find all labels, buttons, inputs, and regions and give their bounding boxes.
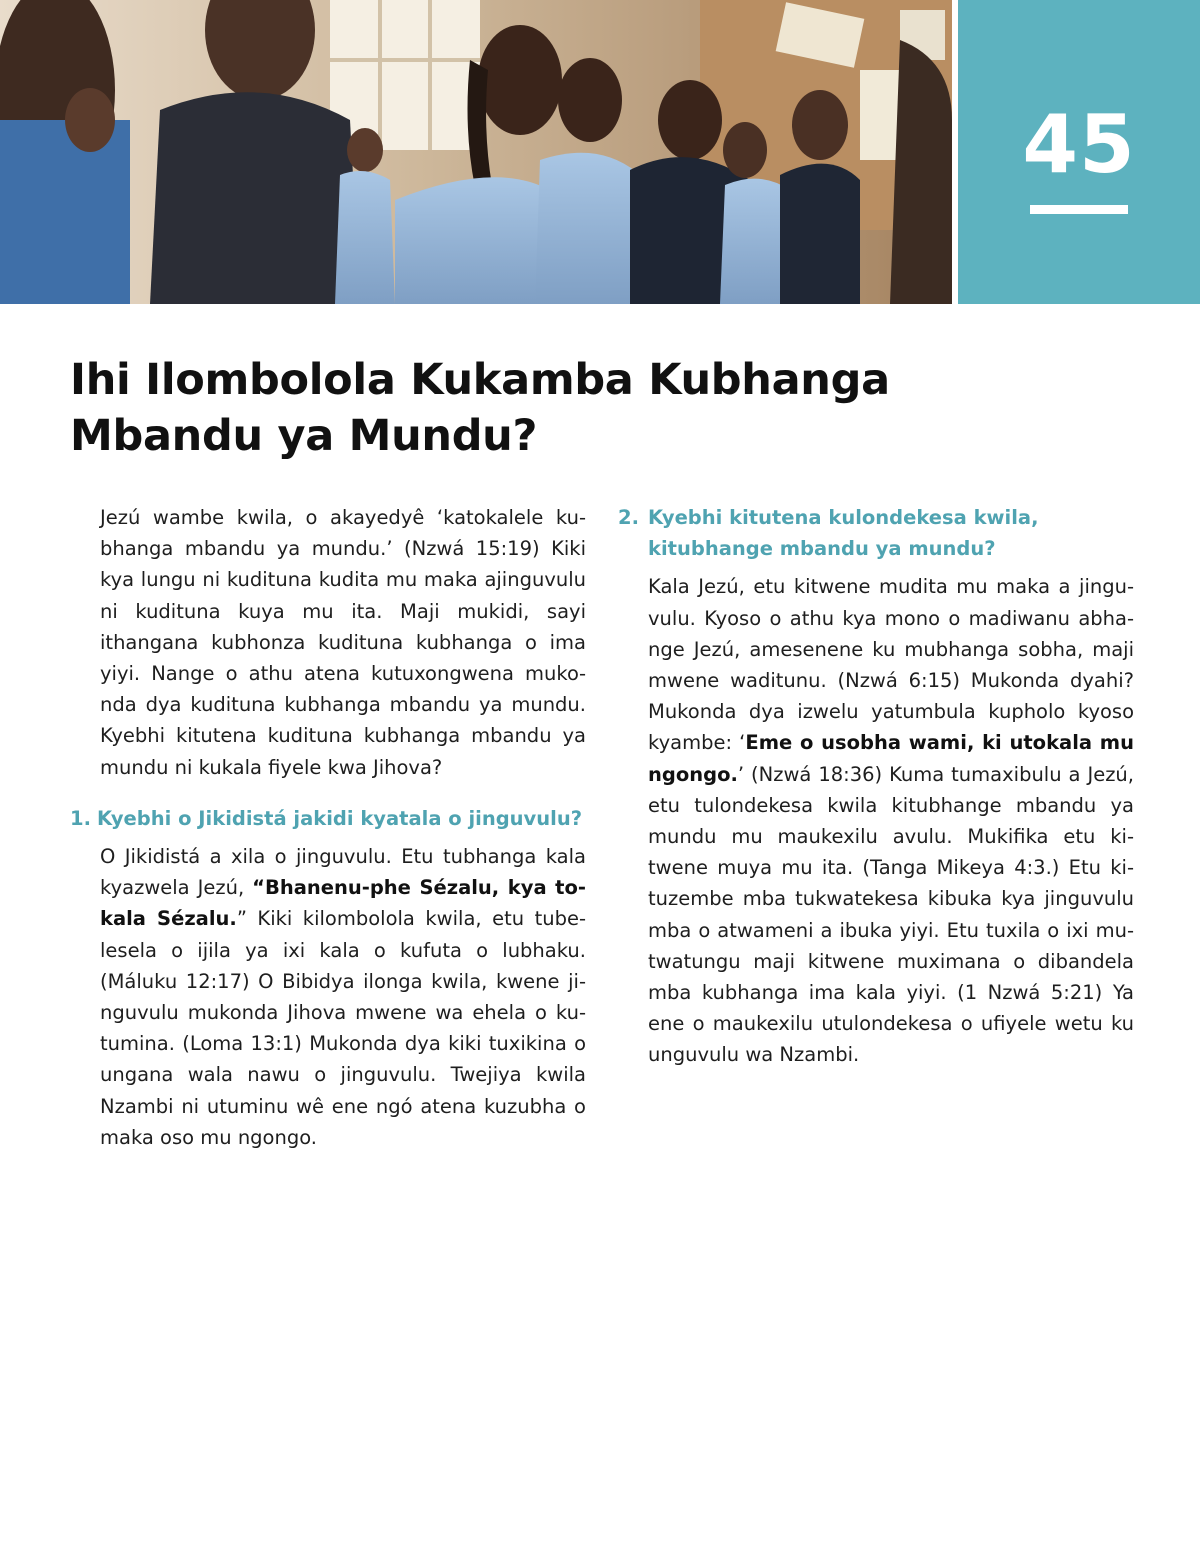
section-1-question: Kyebhi o Jikidistá jakidi kyatala o jinguvulu?: [96, 806, 583, 830]
page-title: [70, 352, 1070, 464]
section-2-heading: [618, 502, 1134, 564]
section-2-text-end: ’ (Nzwá 18:36) Kuma tumaxibulu a Jezú, etu tulondekesa kwila kitubhange mbandu ya mundu mu maukexilu avulu. Mukifika etu kitwene muya mu ita. (Tanga Mikeya 4:3.) Etu kituzembe mba tukwatekesa kibuka kya jinguvulu mba o atwameni a ibuka yiyi. Etu tuxila o ixi mutwatungu maji kitwene muximana o dibandela mba kubhanga ima kala yiyi. (1 Nzwá 5:21) Ya ene o maukexilu utulondekesa o ufiyele wetu ku unguvulu wa Nzambi.: [648, 762, 1134, 1067]
lesson-number: 45: [1022, 98, 1136, 191]
section-2-question-line-2: kitubhange mbandu ya mundu?: [648, 537, 996, 561]
students-standing-in-classroom-image: [0, 0, 952, 304]
page-title-line-2: Mbandu ya Mundu?: [70, 411, 538, 461]
section-1-number: 1.: [70, 806, 91, 830]
section-2-text-start: Kala Jezú, etu kitwene mudita mu maka a jinguvulu. Kyoso o athu kya mono o madiwanu abhange Jezú, amesenene ku mubhanga sobha, maji mwene waditunu. (Nzwá 6:15) Mukonda dyahi? Mukonda dya izwelu yatumbula kupholo kyoso kyambe: ‘: [648, 575, 1134, 755]
left-column: [70, 502, 586, 1153]
section-2-question-line-1: Kyebhi kitutena kulondekesa kwila,: [648, 506, 1039, 529]
section-1-quote: “Bhanenu-phe Sézalu, kya tokala Sézalu.: [100, 876, 586, 931]
section-1-text-end: ” Kiki kilombolola kwila, etu tubelesela o ijila ya ixi kala o kufuta o lubhaku. (Máluku 12:17) O Bibidya ilonga kwila, kwene jinguvulu mukonda Jihova mwene wa ehela o kutumina. (Loma 13:1) Mukonda dya kiki tuxikina o ungana wala nawu o jinguvulu. Twejiya kwila Nzambi ni utuminu wê ene ngó atena kuzubha o maka oso mu ngongo.: [100, 907, 586, 1149]
section-2-number: 2.: [618, 506, 639, 529]
photo-illustration: [0, 0, 952, 304]
page-title-line-1: Ihi Ilombolola Kukamba Kubhanga: [70, 355, 890, 405]
section-1-text-start: O Jikidistá a xila o jinguvulu. Etu tubhanga kala kyazwela Jezú,: [100, 845, 586, 900]
section-2-quote: Eme o usobha wami, ki utokala mu ngongo.: [648, 731, 1134, 786]
right-column: [618, 502, 1134, 1071]
intro-paragraph: Jezú wambe kwila, o akayedyê ‘katokalele kubhanga mbandu ya mundu.’ (Nzwá 15:19) Kiki kya lungu ni kudituna kudita mu maka ajinguvulu ni kudituna kuya mu ita. Maji mukidi, sayi ithangana kubhonza kudituna kubhanga o ima yiyi. Nange o athu atena kutuxongwena mukonda dya kudituna kubhanga mbandu ya mundu. Kyebhi kitutena kudituna kubhanga mbandu ya mundu ni kukala fiyele kwa Jihova?: [100, 506, 586, 779]
section-1-paragraph: [100, 841, 586, 1153]
section-1-heading: [70, 803, 586, 834]
lesson-number-panel: [958, 0, 1200, 304]
section-2-paragraph: [648, 571, 1134, 1070]
header-banner: [0, 0, 1200, 304]
lesson-number-underline: [1030, 205, 1128, 214]
